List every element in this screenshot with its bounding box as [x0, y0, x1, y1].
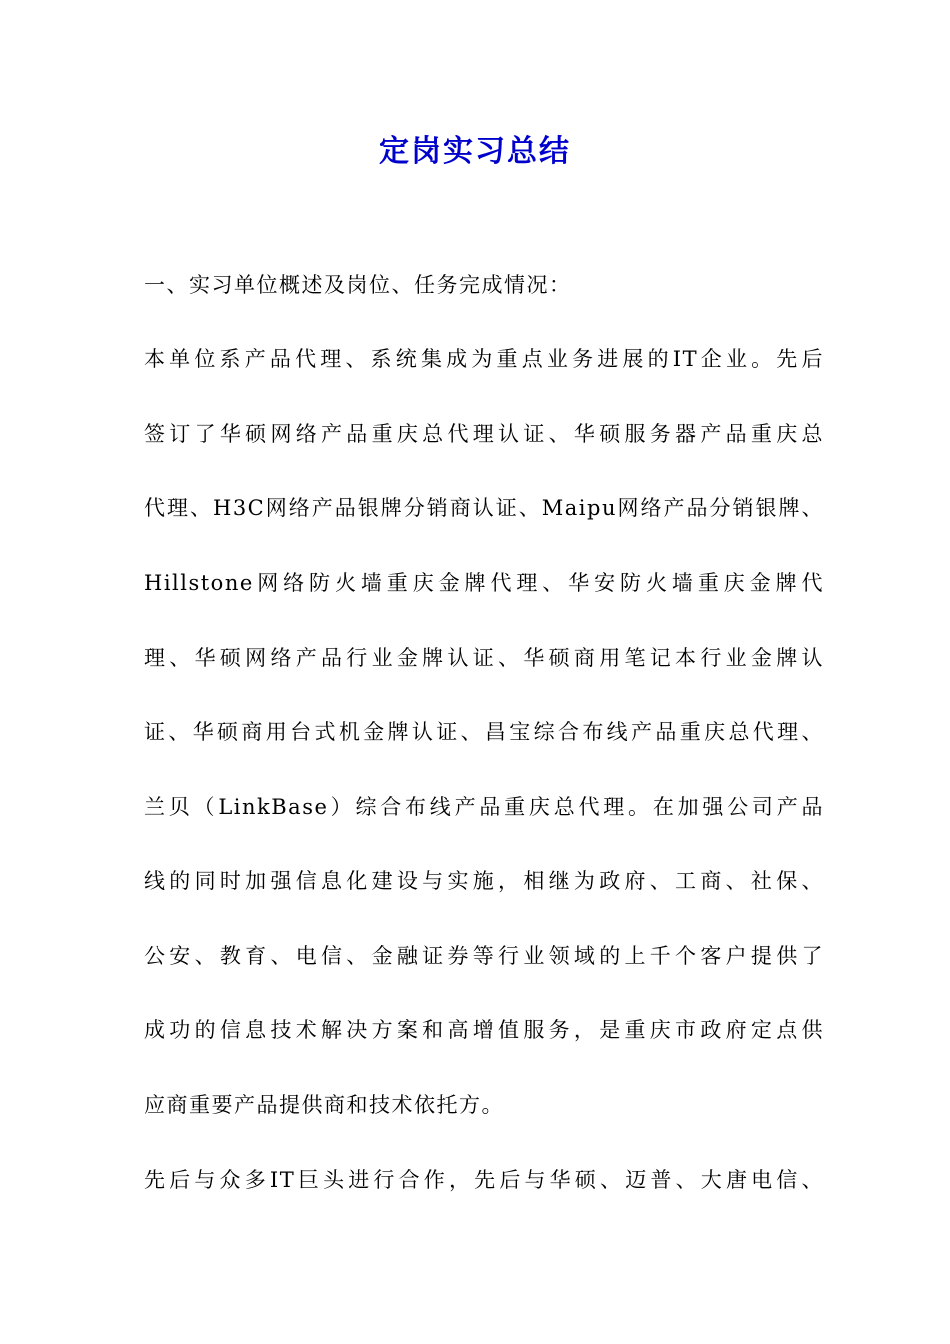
document-title: 定岗实习总结 [379, 134, 571, 169]
paragraph-line-6: 理、华硕网络产品行业金牌认证、华硕商用笔记本行业金牌认 [144, 646, 824, 670]
paragraph-line-10: 公安、教育、电信、金融证券等行业领域的上千个客户提供了 [144, 944, 824, 968]
paragraph-line-5: Hillstone网络防火墙重庆金牌代理、华安防火墙重庆金牌代 [144, 571, 824, 595]
paragraph-line-4: 代理、H3C网络产品银牌分销商认证、Maipu网络产品分销银牌、 [144, 496, 824, 520]
paragraph-line-7: 证、华硕商用台式机金牌认证、昌宝综合布线产品重庆总代理、 [144, 720, 824, 744]
paragraph-line-8: 兰贝（LinkBase）综合布线产品重庆总代理。在加强公司产品 [144, 795, 824, 819]
paragraph-line-1: 一、实习单位概述及岗位、任务完成情况： [144, 273, 572, 297]
paragraph-line-2: 本单位系产品代理、系统集成为重点业务进展的IT企业。先后 [144, 347, 824, 371]
paragraph-line-13: 先后与众多IT巨头进行合作，先后与华硕、迈普、大唐电信、 [144, 1168, 824, 1192]
paragraph-line-11: 成功的信息技术解决方案和高增值服务，是重庆市政府定点供 [144, 1018, 824, 1042]
paragraph-line-12: 应商重要产品提供商和技术依托方。 [144, 1093, 504, 1117]
paragraph-line-3: 签订了华硕网络产品重庆总代理认证、华硕服务器产品重庆总 [144, 422, 824, 446]
paragraph-line-9: 线的同时加强信息化建设与实施，相继为政府、工商、社保、 [144, 869, 824, 893]
